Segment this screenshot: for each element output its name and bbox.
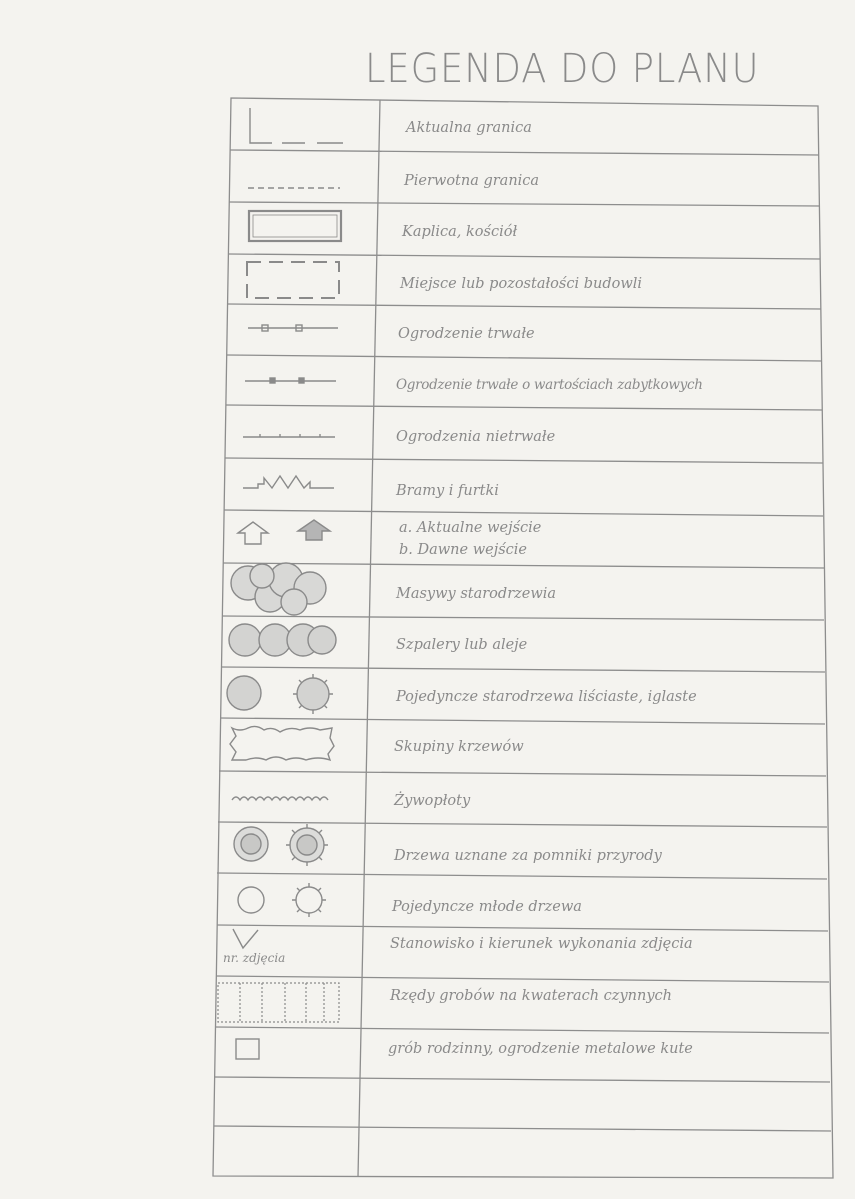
young-trees-symbol <box>238 883 326 917</box>
legend-label-grave-rows: Rzędy grobów na kwaterach czynnych <box>390 988 672 1004</box>
page-title: LEGENDA DO PLANU <box>365 46 760 92</box>
grave-rows-symbol <box>218 983 339 1022</box>
legend-label-old-tree-mass: Masywy starodrzewia <box>396 586 557 602</box>
tree-rows-symbol <box>229 624 336 656</box>
legend-label-hedges: Żywopłoty <box>394 793 471 809</box>
entrance-arrows-symbol <box>238 520 330 544</box>
single-old-trees-symbol <box>227 674 333 714</box>
building-remains-symbol <box>247 262 339 298</box>
current-boundary-symbol <box>250 108 343 143</box>
legend-label-original-boundary: Pierwotna granica <box>404 173 540 189</box>
legend-label-gates: Bramy i furtki <box>396 483 499 499</box>
photo-direction-symbol <box>233 929 258 948</box>
legend-label-building-remains: Miejsce lub pozostałości budowli <box>400 276 643 292</box>
legend-label-family-grave: grób rodzinny, ogrodzenie metalowe kute <box>388 1041 693 1057</box>
legend-label-temporary-fence: Ogrodzenia nietrwałe <box>396 429 556 445</box>
temporary-fence-symbol <box>243 434 335 437</box>
legend-label-nature-monument-trees: Drzewa uznane za pomniki przyrody <box>394 848 662 864</box>
historic-fence-symbol <box>245 378 336 383</box>
old-tree-mass-symbol <box>231 563 326 615</box>
legend-label-former-entrance: b. Dawne wejście <box>399 542 527 558</box>
legend-label-current-boundary: Aktualna granica <box>406 120 532 136</box>
legend-label-chapel: Kaplica, kościół <box>402 224 518 240</box>
family-grave-symbol <box>236 1039 259 1059</box>
legend-label-tree-rows: Szpalery lub aleje <box>396 637 528 653</box>
shrub-groups-symbol <box>230 726 334 760</box>
legend-label-historic-fence: Ogrodzenie trwałe o wartościach zabytkowych <box>396 377 703 393</box>
legend-label-current-entrance: a. Aktualne wejście <box>399 520 542 536</box>
permanent-fence-symbol <box>248 325 338 331</box>
photo-number-label: nr. zdjęcia <box>223 951 286 965</box>
gates-symbol <box>243 476 334 488</box>
nature-monument-trees-symbol <box>234 824 328 866</box>
legend-label-single-old-trees: Pojedyncze starodrzewa liściaste, iglaste <box>396 689 697 705</box>
legend-label-young-trees: Pojedyncze młode drzewa <box>392 899 582 915</box>
hedge-symbol <box>232 797 328 800</box>
legend-label-permanent-fence: Ogrodzenie trwałe <box>398 326 535 342</box>
chapel-church-symbol <box>249 211 341 241</box>
legend-label-photo-direction: Stanowisko i kierunek wykonania zdjęcia <box>390 936 693 952</box>
legend-label-shrub-groups: Skupiny krzewów <box>394 739 524 755</box>
